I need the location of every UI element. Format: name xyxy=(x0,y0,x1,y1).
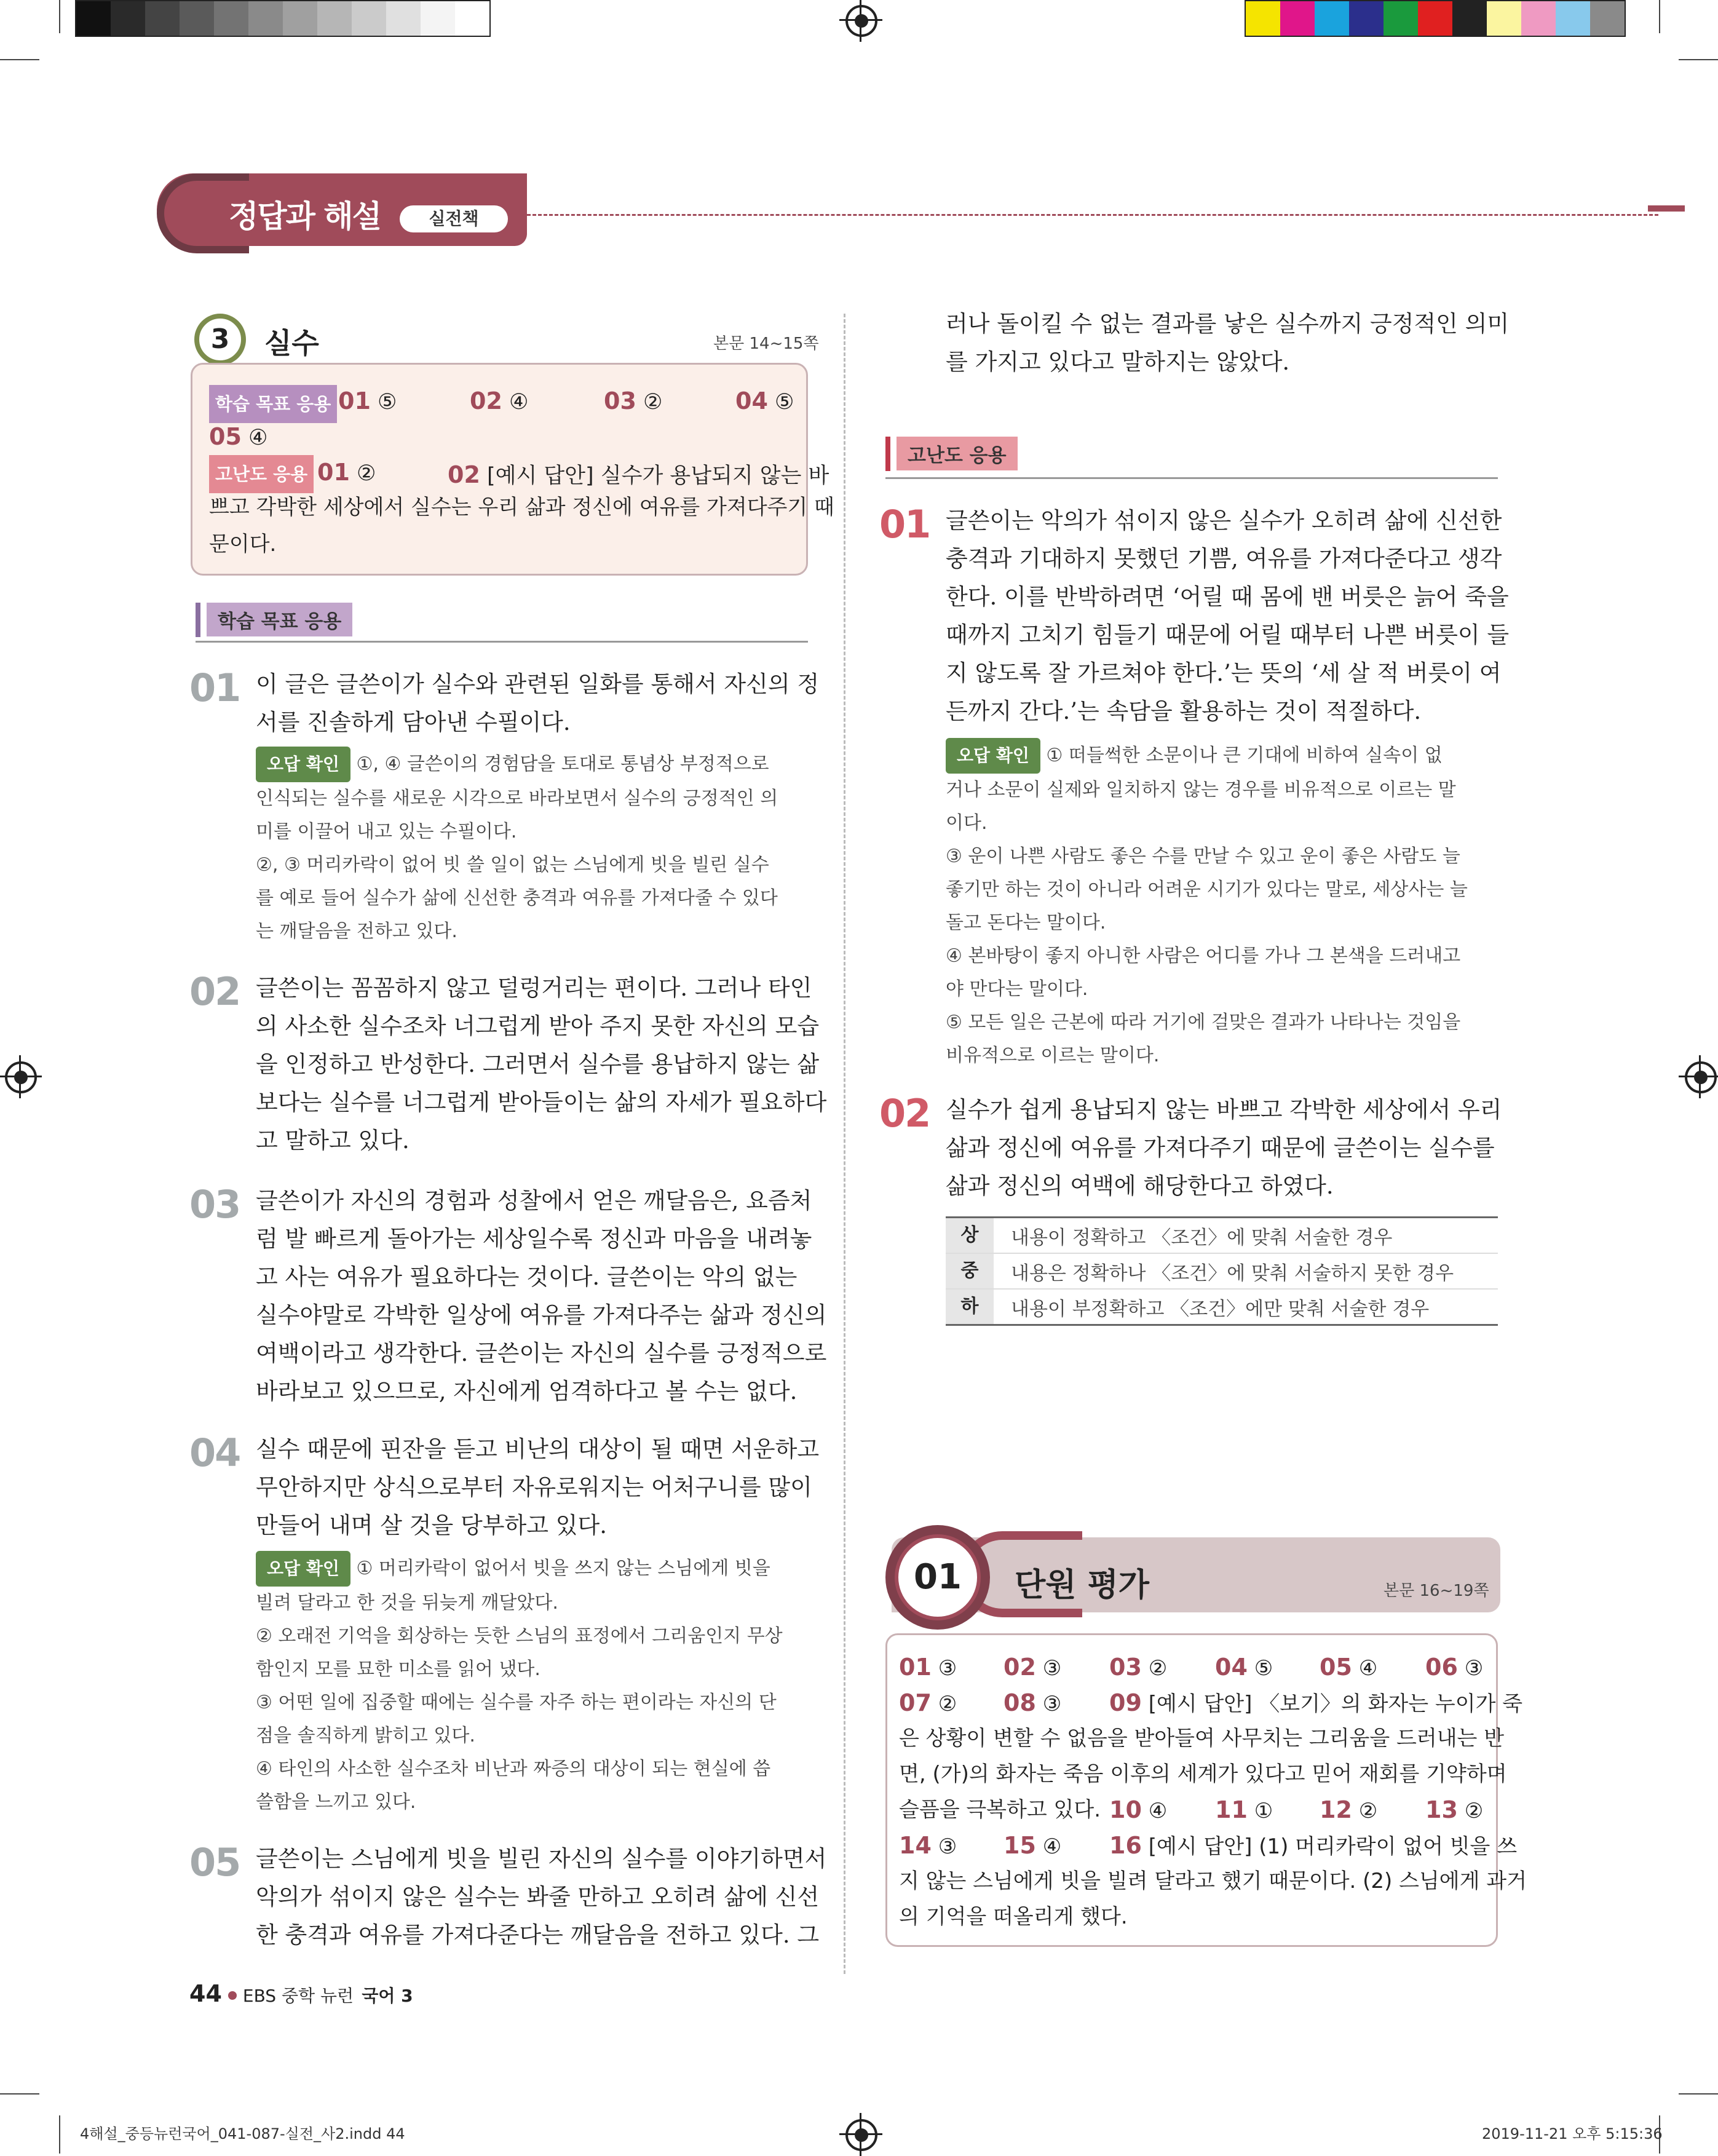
answer-number: 15 xyxy=(1003,1832,1036,1859)
answer-number: 16 xyxy=(1109,1832,1142,1859)
question-number: 01 xyxy=(879,502,930,547)
note-line: 함인지 모를 묘한 미소를 읽어 냈다. xyxy=(256,1659,540,1680)
note-line: 미를 이끌어 내고 있는 수필이다. xyxy=(256,821,517,842)
unit-answer xyxy=(1109,1685,1522,1722)
goal-answer-03 xyxy=(604,387,662,414)
continued-text xyxy=(946,305,1509,381)
goal-label: 학습 목표 응용 xyxy=(209,385,337,423)
grayscale-calibration-strip xyxy=(75,0,491,37)
answer-number: 09 xyxy=(1109,1689,1142,1716)
text-line: 삶과 정신의 여백에 해당한다고 하였다. xyxy=(946,1173,1334,1199)
page-number: 44 xyxy=(189,1980,222,2007)
crop-line xyxy=(0,59,39,60)
answer-value: ③ xyxy=(938,1656,957,1681)
note-line: 비유적으로 이르는 말이다. xyxy=(946,1045,1160,1066)
note-line: ⑤ 모든 일은 근본에 따라 거기에 걸맞은 결과가 나타나는 것임을 xyxy=(946,1012,1461,1033)
note-label: 오답 확인 xyxy=(256,747,350,782)
answer-number: 02 xyxy=(470,387,502,414)
grade-description: 내용이 정확하고 〈조건〉에 맞춰 서술한 경우 xyxy=(1011,1226,1393,1249)
question-text xyxy=(256,1182,826,1411)
text-line: 든까지 간다.’는 속담을 활용하는 것이 적절하다. xyxy=(946,698,1422,724)
unit-answer-line: 면, (가)의 화자는 죽음 이후의 세계가 있다고 믿어 재회를 기약하며 xyxy=(899,1762,1507,1786)
note-line: ② 오래전 기억을 회상하는 듯한 스님의 표정에서 그리움인지 무상 xyxy=(256,1625,783,1647)
answer-value: ① xyxy=(1254,1799,1273,1823)
text-line: 글쓴이는 스님에게 빗을 빌린 자신의 실수를 이야기하면서 xyxy=(256,1845,827,1872)
note-line: ③ 어떤 일에 집중할 때에는 실수를 자주 하는 편이라는 자신의 단 xyxy=(256,1692,777,1713)
text-line: 러나 돌이킬 수 없는 결과를 낳은 실수까지 긍정적인 의미 xyxy=(946,311,1510,337)
note-line xyxy=(256,1551,809,1587)
grade-description: 내용은 정확하나 〈조건〉에 맞춰 서술하지 못한 경우 xyxy=(1011,1262,1454,1285)
answer-number: 07 xyxy=(899,1689,932,1716)
answer-value: ③ xyxy=(938,1834,957,1859)
hard-answer-02-line2: 쁘고 각박한 세상에서 실수는 우리 삶과 정신에 여유를 가져다주기 때 xyxy=(209,495,834,520)
answer-value: ② xyxy=(643,390,663,414)
header-title: 정답과 해설 xyxy=(229,199,381,234)
answer-number: 05 xyxy=(209,423,242,450)
print-slug-file: 4해설_중등뉴런국어_041-087-실전_사2.indd 44 xyxy=(80,2125,405,2142)
note-text: ① 머리카락이 없어서 빗을 쓰지 않는 스님에게 빗을 xyxy=(356,1558,770,1579)
print-slug-date: 2019-11-21 오후 5:15:36 xyxy=(1482,2125,1663,2142)
question-text xyxy=(256,665,819,742)
text-line: 지 않도록 잘 가르쳐야 한다.’는 뜻의 ‘세 살 적 버릇이 여 xyxy=(946,660,1502,686)
question-text xyxy=(256,1430,819,1545)
goal-answer-04 xyxy=(735,387,794,414)
answer-number: 03 xyxy=(1109,1654,1142,1681)
answer-value: ⑤ xyxy=(378,390,397,414)
text-line: 를 가지고 있다고 말하지는 않았다. xyxy=(946,349,1290,375)
crop-line xyxy=(0,2093,39,2095)
registration-mark-right xyxy=(1685,1061,1717,1093)
answer-value: ② xyxy=(357,461,376,486)
hard-answer-02 xyxy=(448,459,829,489)
text-line: 한다. 이를 반박하려면 ‘어릴 때 몸에 밴 버릇은 늙어 죽을 xyxy=(946,584,1509,610)
header-dashed-rule xyxy=(527,214,1658,216)
answer-number: 13 xyxy=(1425,1796,1458,1823)
crop-line xyxy=(59,2115,60,2154)
unit-number: 01 xyxy=(895,1534,981,1620)
wrong-answer-note xyxy=(946,738,1499,1072)
left-subheader xyxy=(196,603,352,637)
text-line: 을 인정하고 반성한다. 그러면서 실수를 용납하지 않는 삶 xyxy=(256,1051,820,1077)
unit-answer xyxy=(1109,1828,1517,1865)
text-line: 고 사는 여유가 필요하다는 것이다. 글쓴이는 악의 없는 xyxy=(256,1264,798,1290)
text-line: 충격과 기대하지 못했던 기쁨, 여유를 가져다준다고 생각 xyxy=(946,545,1502,572)
note-line: 거나 소문이 실제와 일치하지 않는 경우를 비유적으로 이르는 말 xyxy=(946,779,1456,801)
grade-level: 하 xyxy=(946,1290,994,1324)
text-line: 글쓴이는 악의가 섞이지 않은 실수가 오히려 삶에 신선한 xyxy=(946,507,1502,534)
answer-number: 04 xyxy=(735,387,768,414)
note-line: 빌려 달라고 한 것을 뒤늦게 깨달았다. xyxy=(256,1592,558,1614)
unit-answer xyxy=(1215,1792,1273,1829)
answer-value: ③ xyxy=(1042,1656,1062,1681)
crop-line xyxy=(59,0,60,33)
note-text: ① 떠들썩한 소문이나 큰 기대에 비하여 실속이 없 xyxy=(1046,745,1443,766)
answer-value: ③ xyxy=(1464,1656,1484,1681)
header-rule-cap xyxy=(1648,205,1685,212)
crop-line xyxy=(1679,2093,1718,2095)
text-line: 만들어 내며 살 것을 당부하고 있다. xyxy=(256,1512,607,1539)
answer-number: 03 xyxy=(604,387,636,414)
goal-answer-01 xyxy=(338,387,397,414)
hard-answers-row xyxy=(209,455,314,493)
right-subheader xyxy=(885,437,1018,471)
question-number: 02 xyxy=(189,969,240,1014)
unit-answer-line: 슬픔을 극복하고 있다. xyxy=(899,1797,1101,1822)
section-number: 3 xyxy=(194,314,246,365)
note-line: ②, ③ 머리카락이 없어 빗 쓸 일이 없는 스님에게 빗을 빌린 실수 xyxy=(256,854,769,876)
note-text: ①, ④ 글쓴이의 경험담을 토대로 통념상 부정적으로 xyxy=(356,753,769,775)
question-number: 04 xyxy=(189,1430,240,1475)
question-text xyxy=(256,1840,826,1954)
text-line: 때까지 고치기 힘들기 때문에 어릴 때부터 나쁜 버릇이 들 xyxy=(946,622,1510,648)
question-number: 05 xyxy=(189,1840,240,1885)
note-line: ④ 타인의 사소한 실수조차 비난과 짜증의 대상이 되는 현실에 씁 xyxy=(256,1758,771,1780)
hard-label: 고난도 응용 xyxy=(209,455,314,493)
unit-answer xyxy=(1109,1649,1167,1686)
answer-number: 08 xyxy=(1003,1689,1036,1716)
note-line: 야 만다는 말이다. xyxy=(946,978,1088,1000)
note-label: 오답 확인 xyxy=(256,1551,350,1587)
subject-name: 국어 3 xyxy=(362,1986,413,2006)
note-line: ④ 본바탕이 좋지 아니한 사람은 어디를 가나 그 본색을 드러내고 xyxy=(946,945,1461,967)
unit-answer xyxy=(899,1649,957,1686)
unit-answer xyxy=(1003,1828,1061,1865)
registration-mark-bottom xyxy=(845,2119,877,2151)
subheader-rule xyxy=(885,477,1498,479)
note-line: ③ 운이 나쁜 사람도 좋은 수를 만날 수 있고 운이 좋은 사람도 늘 xyxy=(946,846,1460,867)
grade-level: 중 xyxy=(946,1254,994,1288)
text-line: 삶과 정신에 여유를 가져다주기 때문에 글쓴이는 실수를 xyxy=(946,1135,1495,1161)
grade-description: 내용이 부정확하고 〈조건〉에만 맞춰 서술한 경우 xyxy=(1011,1298,1430,1320)
grading-table xyxy=(946,1216,1498,1326)
unit-answer xyxy=(1109,1792,1167,1829)
goal-answer-05 xyxy=(209,423,267,450)
grading-row xyxy=(946,1290,1498,1324)
goal-answers-row xyxy=(209,385,337,423)
answer-number: 01 xyxy=(338,387,371,414)
crop-line xyxy=(1679,59,1718,60)
answer-number: 01 xyxy=(899,1654,932,1681)
answer-value: ② xyxy=(1464,1799,1484,1823)
grading-row xyxy=(946,1254,1498,1290)
text-line: 악의가 섞이지 않은 실수는 봐줄 만하고 오히려 삶에 신선 xyxy=(256,1884,820,1910)
answer-number: 02 xyxy=(448,461,480,488)
column-separator xyxy=(844,314,845,1974)
grading-row xyxy=(946,1218,1498,1254)
unit-answer xyxy=(1215,1649,1273,1686)
unit-answer xyxy=(1003,1649,1061,1686)
grade-level: 상 xyxy=(946,1218,994,1253)
wrong-answer-note xyxy=(256,747,809,948)
note-line: 를 예로 들어 실수가 삶에 신선한 충격과 여유를 가져다줄 수 있다 xyxy=(256,887,778,909)
answer-value: ② xyxy=(938,1692,957,1716)
text-line: 의 사소한 실수조차 너그럽게 받아 주지 못한 자신의 모습 xyxy=(256,1013,820,1039)
answer-number: 04 xyxy=(1215,1654,1248,1681)
text-line: 고 말하고 있다. xyxy=(256,1127,410,1154)
question-text xyxy=(946,1091,1502,1205)
answer-number: 10 xyxy=(1109,1796,1142,1823)
note-line: 인식되는 실수를 새로운 시각으로 바라보면서 실수의 긍정적인 의 xyxy=(256,788,778,809)
unit-answer xyxy=(1320,1792,1377,1829)
goal-answer-02 xyxy=(470,387,528,414)
text-line: 실수가 쉽게 용납되지 않는 바쁘고 각박한 세상에서 우리 xyxy=(946,1096,1502,1123)
text-line: 보다는 실수를 너그럽게 받아들이는 삶의 자세가 필요하다 xyxy=(256,1089,827,1116)
note-line: 돌고 돈다는 말이다. xyxy=(946,912,1106,933)
answer-value: ② xyxy=(1358,1799,1378,1823)
subheader-rule xyxy=(196,641,808,643)
page-footer xyxy=(189,1980,413,2007)
answer-number: 05 xyxy=(1320,1654,1352,1681)
series-name: EBS 중학 뉴런 xyxy=(242,1986,354,2006)
question-text xyxy=(946,502,1509,731)
answer-value: ⑤ xyxy=(1254,1656,1273,1681)
note-label: 오답 확인 xyxy=(946,738,1040,774)
text-line: 글쓴이가 자신의 경험과 성찰에서 얻은 깨달음은, 요즘처 xyxy=(256,1187,812,1214)
answer-value: ③ xyxy=(1042,1692,1062,1716)
unit-answer-line: 지 않는 스님에게 빗을 빌려 달라고 했기 때문이다. (2) 스님에게 과거 xyxy=(899,1869,1527,1893)
answer-value: ④ xyxy=(1358,1656,1378,1681)
note-line xyxy=(256,747,809,782)
note-line: 좋기만 하는 것이 아니라 어려운 시기가 있다는 말로, 세상사는 늘 xyxy=(946,879,1468,900)
answer-text: [예시 답안] 실수가 용납되지 않는 바 xyxy=(487,464,829,488)
answer-value: ④ xyxy=(1042,1834,1062,1859)
unit-answer xyxy=(899,1685,957,1722)
answer-value: ④ xyxy=(509,390,529,414)
answer-value: ⑤ xyxy=(775,390,794,414)
crop-line xyxy=(1659,0,1660,33)
answer-number: 02 xyxy=(1003,1654,1036,1681)
unit-answer xyxy=(899,1828,957,1865)
text-line: 바라보고 있으므로, 자신에게 엄격하다고 볼 수는 없다. xyxy=(256,1378,798,1405)
unit-answer-line: 은 상황이 변할 수 없음을 받아들여 사무치는 그리움을 드러내는 반 xyxy=(899,1726,1505,1751)
unit-answer-line: 의 기억을 떠올리게 했다. xyxy=(899,1904,1128,1929)
unit-answer xyxy=(1003,1685,1061,1722)
note-line: 점을 솔직하게 밝히고 있다. xyxy=(256,1725,475,1746)
answer-number: 11 xyxy=(1215,1796,1248,1823)
answer-text: [예시 답안] 〈보기〉의 화자는 누이가 죽 xyxy=(1148,1692,1523,1716)
note-line: 는 깨달음을 전하고 있다. xyxy=(256,921,457,942)
note-line: 쓸함을 느끼고 있다. xyxy=(256,1791,416,1813)
hard-answer-01 xyxy=(317,459,376,486)
unit-title: 단원 평가 xyxy=(1015,1567,1150,1604)
wrong-answer-note xyxy=(256,1551,809,1819)
text-line: 한 충격과 여유를 가져다준다는 깨달음을 전하고 있다. 그 xyxy=(256,1922,820,1948)
answer-number: 14 xyxy=(899,1832,932,1859)
hard-answer-02-line3: 문이다. xyxy=(209,532,277,557)
answer-text: [예시 답안] (1) 머리카락이 없어 빗을 쓰 xyxy=(1148,1834,1518,1859)
note-line xyxy=(946,738,1499,774)
answer-value: ④ xyxy=(248,426,268,450)
header-badge: 실전책 xyxy=(400,205,508,232)
unit-answer xyxy=(1425,1649,1483,1686)
unit-answer xyxy=(1425,1792,1483,1829)
question-number: 03 xyxy=(189,1182,240,1227)
text-line: 무안하지만 상식으로부터 자유로워지는 어처구니를 많이 xyxy=(256,1474,812,1500)
note-line: 이다. xyxy=(946,812,988,834)
subheader-label: 고난도 응용 xyxy=(897,437,1018,470)
text-line: 실수 때문에 핀잔을 듣고 비난의 대상이 될 때면 서운하고 xyxy=(256,1436,820,1462)
text-line: 럼 발 빠르게 돌아가는 세상일수록 정신과 마음을 내려놓 xyxy=(256,1226,812,1252)
text-line: 글쓴이는 꼼꼼하지 않고 덜렁거리는 편이다. 그러나 타인 xyxy=(256,975,812,1001)
text-line: 여백이라고 생각한다. 글쓴이는 자신의 실수를 긍정적으로 xyxy=(256,1340,827,1366)
registration-mark-left xyxy=(5,1061,37,1093)
section-title: 실수 xyxy=(264,327,319,360)
unit-answer xyxy=(1320,1649,1377,1686)
section-page-ref: 본문 14~15쪽 xyxy=(713,335,819,353)
question-text xyxy=(256,969,826,1160)
text-line: 실수야말로 각박한 일상에 여유를 가져다주는 삶과 정신의 xyxy=(256,1302,827,1328)
text-line: 서를 진솔하게 담아낸 수필이다. xyxy=(256,709,571,735)
unit-page-ref: 본문 16~19쪽 xyxy=(1384,1582,1489,1600)
footer-dot-icon xyxy=(228,1991,237,2000)
question-number: 02 xyxy=(879,1091,930,1136)
answer-number: 12 xyxy=(1320,1796,1352,1823)
registration-mark-top xyxy=(845,5,877,37)
question-number: 01 xyxy=(189,665,240,710)
answer-number: 06 xyxy=(1425,1654,1458,1681)
subheader-label: 학습 목표 응용 xyxy=(207,603,352,636)
answer-number: 01 xyxy=(317,459,350,486)
color-calibration-strip xyxy=(1245,0,1626,37)
answer-value: ④ xyxy=(1148,1799,1168,1823)
answer-value: ② xyxy=(1148,1656,1168,1681)
text-line: 이 글은 글쓴이가 실수와 관련된 일화를 통해서 자신의 정 xyxy=(256,671,820,697)
